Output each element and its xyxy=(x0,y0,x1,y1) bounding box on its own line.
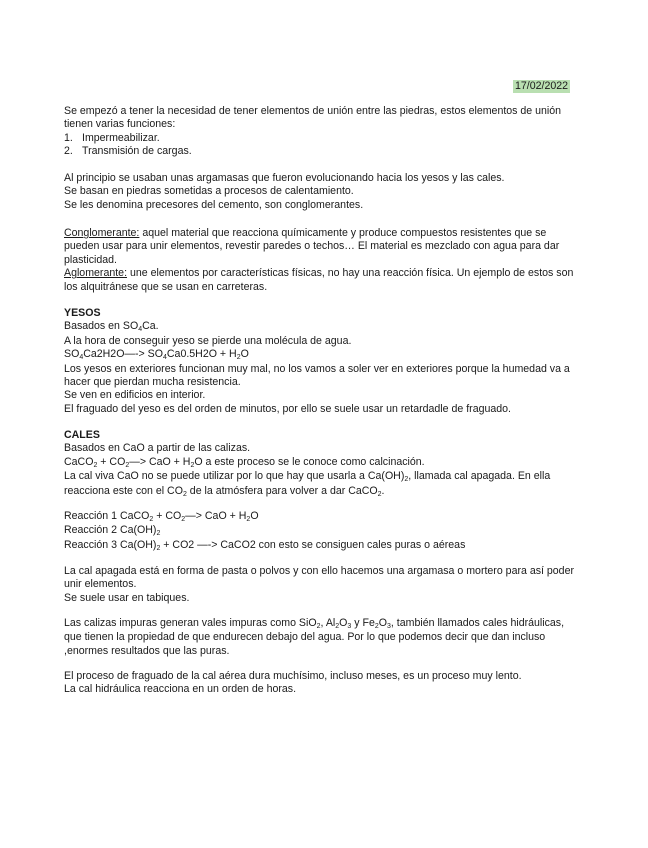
yesos-heading: YESOS xyxy=(64,307,101,319)
cales-line: Basados en CaO a partir de las calizas. xyxy=(64,442,251,455)
list-text: Transmisión de cargas. xyxy=(82,145,192,158)
cales-section xyxy=(64,429,584,499)
intro-section xyxy=(64,105,584,159)
yesos-equation: $SO_4Ca2H2O—-> SO_4Ca0.5H2O + H_2O$ xyxy=(64,348,249,362)
reaction-1: Reacción 1 CaCO$_2$ + $CO_2—>$ CaO + $H_2O$ xyxy=(64,510,259,523)
intro-list xyxy=(64,132,584,159)
impuras-section xyxy=(64,617,584,658)
fraguado-line: El proceso de fraguado de la cal aérea dura muchísimo, incluso meses, es un proceso muy lento. xyxy=(64,670,522,682)
reaction-3: Reacción 3 $Ca(OH)_2 + CO2$ —-> CaCO2 con esto se consiguen cales puras o aéreas xyxy=(64,538,466,552)
conglomerante-text: aquel material que reacciona químicamente y produce compuestos resistentes que se pueden usar para unir elementos, revestir paredes o techos… El material es mezclado con agua para dar plasticidad. xyxy=(64,227,560,266)
impuras-paragraph: Las calizas impuras generan vales impuras como SiO$_2$, $Al_2O_3$ y $Fe_2O_3$, también llamados cales hidráulicas, que tienen la propiedad de que endurecen debajo del agua. Por lo que podemos decir que dan incluso ,enormes resultados que las puras. xyxy=(64,617,565,657)
date-highlight: 17/02/2022 xyxy=(515,80,569,92)
conglomerante-definition xyxy=(64,227,584,267)
cales-calcination: CaCO$_2$ + $CO_2—>$ CaO + $H_2O$ a este proceso se le conoce como calcinación. xyxy=(64,455,425,469)
definitions-section xyxy=(64,227,584,294)
yesos-base: Basados en $SO_4Ca$. xyxy=(64,320,159,334)
apagada-section xyxy=(64,565,584,605)
history-line: Se basan en piedras sometidas a procesos de calentamiento. xyxy=(64,185,354,198)
intro-text: Se empezó a tener la necesidad de tener elementos de unión entre las piedras, estos elementos de unión tienen varias funciones: xyxy=(64,105,562,131)
apagada-line: La cal apagada está en forma de pasta o polvos y con ello hacemos una argamasa o mortero para así poder unir elementos. xyxy=(64,565,574,591)
aglomerante-definition xyxy=(64,267,584,294)
yesos-line: Los yesos en exteriores funcionan muy mal, no los vamos a soler ver en exteriores porque la humedad va a hacer que pierdan mucha resistencia. xyxy=(64,362,570,389)
reactions-section xyxy=(64,510,584,553)
history-section xyxy=(64,172,584,212)
yesos-section xyxy=(64,307,584,416)
fraguado-section xyxy=(64,670,584,697)
cales-heading: CALES xyxy=(64,429,100,441)
history-line: Se les denomina precesores del cemento, son conglomerantes. xyxy=(64,198,364,211)
list-item xyxy=(64,132,584,145)
yesos-line: A la hora de conseguir yeso se pierde una molécula de agua. xyxy=(64,334,352,347)
aglomerante-term: Aglomerante: xyxy=(64,267,128,280)
conglomerante-term: Conglomerante: xyxy=(64,227,140,239)
yesos-line: El fraguado del yeso es del orden de minutos, por ello se suele usar un retardadle de fraguado. xyxy=(64,402,511,415)
history-line: Al principio se usaban unas argamasas que fueron evolucionando hacia los yesos y las cales. xyxy=(64,172,505,184)
list-item xyxy=(64,145,584,158)
fraguado-line: La cal hidráulica reacciona en un orden de horas. xyxy=(64,683,297,696)
list-text: Impermeabilizar. xyxy=(82,131,160,144)
reaction-2: Reacción 2 $Ca(OH)_2$ xyxy=(64,524,161,538)
aglomerante-text: une elementos por características físicas, no hay una reacción física. Un ejemplo de estos son los alquitránese que se usan en carreteras. xyxy=(64,267,574,293)
list-number: 2. xyxy=(64,145,73,158)
cales-viva: La cal viva CaO no se puede utilizar por lo que hay que usarla a $Ca(OH)_2$, llamada cal apagada. En ella reacciona este con el $CO_2$ de la atmósfera para volver a dar CaCO$_2$. xyxy=(64,470,551,498)
list-number: 1. xyxy=(64,131,73,144)
yesos-line: Se ven en edificios en interior. xyxy=(64,389,206,402)
apagada-line: Se suele usar en tabiques. xyxy=(64,591,190,604)
